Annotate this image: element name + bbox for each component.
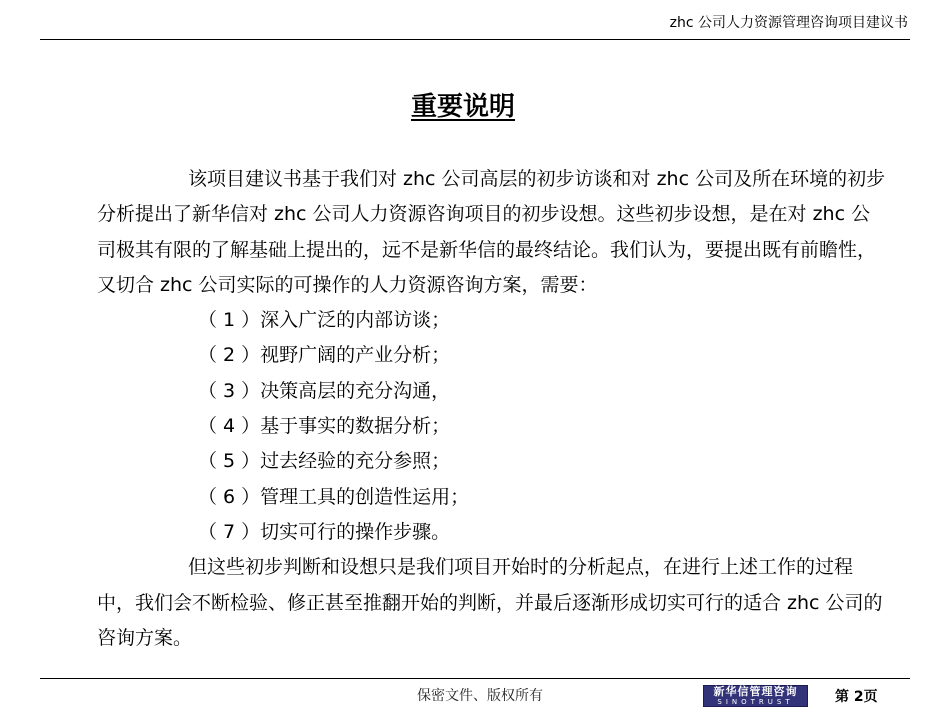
page-number: 第 2页 bbox=[835, 689, 878, 705]
list-item: （ 5 ）过去经验的充分参照； bbox=[198, 450, 451, 473]
list-item: （ 3 ）决策高层的充分沟通， bbox=[198, 379, 451, 402]
confidential-notice: 保密文件、版权所有 bbox=[417, 688, 543, 704]
list-item: （ 7 ）切实可行的操作步骤。 bbox=[198, 520, 451, 543]
document-body bbox=[97, 162, 887, 656]
sinotrust-logo bbox=[703, 685, 808, 707]
header-title: zhc 公司人力资源管理咨询项目建议书 bbox=[669, 15, 908, 31]
list-item: （ 4 ）基于事实的数据分析； bbox=[198, 415, 451, 438]
footer-divider bbox=[40, 678, 910, 679]
closing-paragraph: 但这些初步判断和设想只是我们项目开始时的分析起点，在进行上述工作的过程中，我们会不断检验、修正甚至推翻开始的判断，并最后逐渐形成切实可行的适合 zhc 公司的咨询方案。 bbox=[97, 556, 883, 649]
list-item: （ 2 ）视野广阔的产业分析； bbox=[198, 344, 451, 367]
logo-chinese: 新华信管理咨询 bbox=[713, 685, 798, 698]
logo-english: SINOTRUST bbox=[717, 698, 794, 706]
document-title: 重要说明 bbox=[410, 92, 515, 122]
list-item: （ 1 ）深入广泛的内部访谈； bbox=[198, 309, 451, 332]
header-divider bbox=[40, 39, 910, 40]
list-item: （ 6 ）管理工具的创造性运用； bbox=[198, 485, 470, 508]
requirements-list bbox=[97, 303, 887, 550]
intro-paragraph: 该项目建议书基于我们对 zhc 公司高层的初步访谈和对 zhc 公司及所在环境的初步分析提出了新华信对 zhc 公司人力资源咨询项目的初步设想。这些初步设想，是在对 zhc 公司极其有限的了解基础上提出的，远不是新华信的最终结论。我们认为，要提出既有前瞻性，又切合 zhc 公司实际的可操作的人力资源咨询方案，需要： bbox=[97, 168, 886, 296]
